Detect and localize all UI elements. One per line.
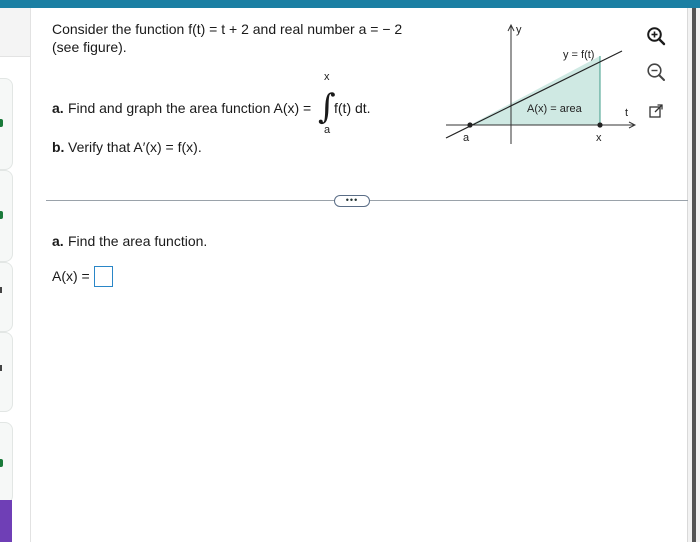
point-x-label: x xyxy=(596,132,602,144)
left-question-panel xyxy=(0,8,31,542)
vertical-scrollbar[interactable] xyxy=(687,8,700,542)
point-a-label: a xyxy=(463,132,470,144)
area-function-figure xyxy=(436,22,638,150)
integrand: f(t) dt. xyxy=(334,100,371,116)
question-nav-card[interactable] xyxy=(0,170,13,262)
part-b-text: Verify that A′(x) = f(x). xyxy=(68,139,202,155)
part-b-label: b. xyxy=(52,139,65,155)
scrollbar-thumb[interactable] xyxy=(692,8,696,542)
problem-intro-line2: (see figure). xyxy=(52,39,127,55)
question-nav-card[interactable] xyxy=(0,262,13,332)
status-marker xyxy=(0,119,3,127)
region-label: A(x) = area xyxy=(527,103,582,115)
question-nav-card[interactable] xyxy=(0,422,13,504)
status-marker xyxy=(0,365,2,371)
point-x-marker xyxy=(597,122,602,127)
question-nav-card[interactable] xyxy=(0,78,13,170)
y-axis-label: y xyxy=(516,24,522,36)
area-function-answer-input[interactable] xyxy=(94,266,113,287)
part-a-text: Find and graph the area function A(x) = xyxy=(68,100,312,116)
top-bar xyxy=(0,0,700,8)
integral-lower-limit: a xyxy=(324,124,331,136)
external-link-icon xyxy=(645,100,667,122)
left-panel-header xyxy=(0,8,30,57)
status-marker xyxy=(0,459,3,467)
curve-label: y = f(t) xyxy=(563,49,595,61)
popout-button[interactable] xyxy=(645,100,667,122)
active-question-indicator[interactable] xyxy=(0,500,12,542)
magnifier-minus-icon xyxy=(645,61,667,83)
question-nav-card[interactable] xyxy=(0,332,13,412)
part-a-label: a. xyxy=(52,100,64,116)
integral-sign: ∫ xyxy=(318,87,336,127)
status-marker xyxy=(0,211,3,219)
zoom-out-button[interactable] xyxy=(645,61,667,83)
integral-upper-limit: x xyxy=(324,71,330,83)
t-axis-label: t xyxy=(625,107,629,119)
zoom-in-button[interactable] xyxy=(645,25,667,47)
problem-intro-line1: Consider the function f(t) = t + 2 and real number a = − 2 xyxy=(52,21,403,37)
answer-input-label: A(x) = xyxy=(52,268,90,284)
answer-part-a-label: a. xyxy=(52,233,64,249)
point-a-marker xyxy=(467,122,472,127)
status-marker xyxy=(0,287,2,293)
magnifier-plus-icon xyxy=(645,25,667,47)
expand-more-button[interactable]: ••• xyxy=(334,195,370,207)
answer-prompt: Find the area function. xyxy=(68,233,208,249)
